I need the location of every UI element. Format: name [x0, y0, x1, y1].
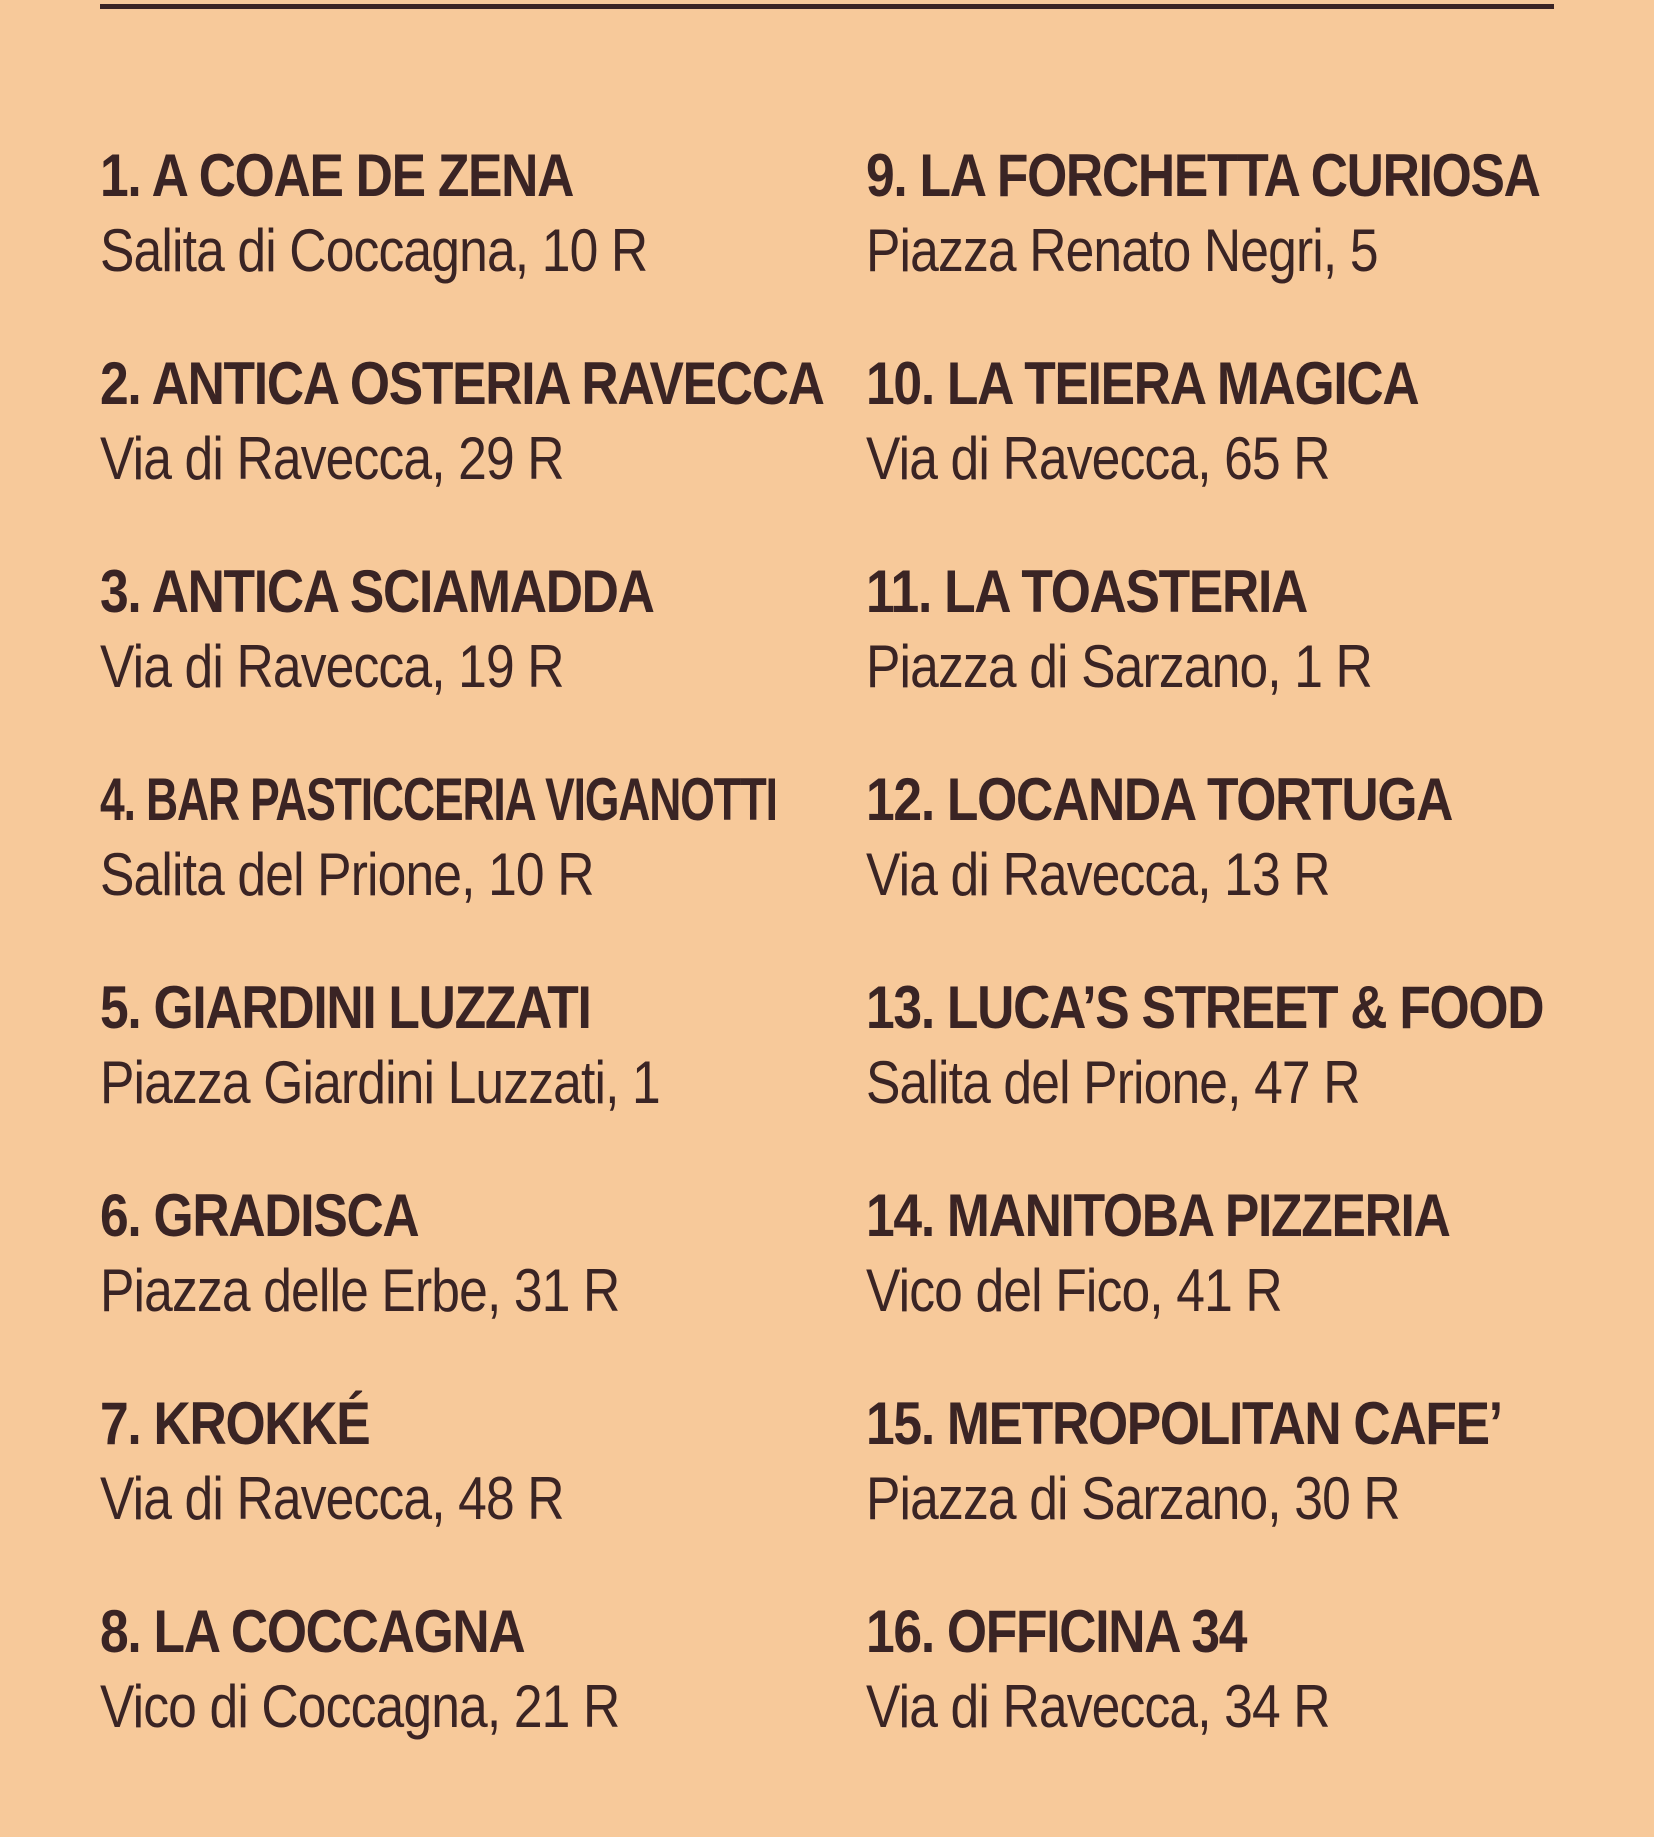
venue-name: 10. LA TEIERA MAGICA	[866, 350, 1419, 417]
venue-entry	[100, 1596, 840, 1804]
venue-entry	[100, 1388, 840, 1596]
venue-entry	[866, 556, 1606, 764]
venue-address: Via di Ravecca, 29 R	[100, 425, 564, 492]
venue-address: Via di Ravecca, 34 R	[866, 1673, 1330, 1740]
venue-entry	[866, 1596, 1606, 1804]
venue-name: 15. METROPOLITAN CAFE’	[866, 1390, 1502, 1457]
venue-name: 9. LA FORCHETTA CURIOSA	[866, 142, 1540, 209]
venue-address: Vico di Coccagna, 21 R	[100, 1673, 620, 1740]
venue-entry	[100, 1180, 840, 1388]
venue-entry	[866, 348, 1606, 556]
venue-name: 12. LOCANDA TORTUGA	[866, 766, 1453, 833]
venue-address: Salita di Coccagna, 10 R	[100, 217, 648, 284]
venue-entry	[100, 556, 840, 764]
venue-address: Vico del Fico, 41 R	[866, 1257, 1282, 1324]
venue-name: 8. LA COCCAGNA	[100, 1598, 525, 1665]
venue-name: 4. BAR PASTICCERIA VIGANOTTI	[100, 766, 777, 833]
top-divider-rule	[100, 4, 1554, 9]
venue-address: Via di Ravecca, 13 R	[866, 841, 1330, 908]
venue-name: 6. GRADISCA	[100, 1182, 419, 1249]
venue-name: 3. ANTICA SCIAMADDA	[100, 558, 654, 625]
venue-list-right-column	[866, 140, 1606, 1804]
venue-name: 14. MANITOBA PIZZERIA	[866, 1182, 1450, 1249]
venue-entry	[100, 764, 840, 972]
venue-entry	[100, 972, 840, 1180]
venue-address: Via di Ravecca, 19 R	[100, 633, 564, 700]
venue-address: Piazza di Sarzano, 1 R	[866, 633, 1372, 700]
venue-address: Piazza Giardini Luzzati, 1	[100, 1049, 660, 1116]
venue-address: Piazza di Sarzano, 30 R	[866, 1465, 1400, 1532]
venue-entry	[100, 348, 840, 556]
venue-address: Via di Ravecca, 48 R	[100, 1465, 564, 1532]
venue-entry	[866, 1388, 1606, 1596]
venue-entry	[866, 140, 1606, 348]
venue-name: 16. OFFICINA 34	[866, 1598, 1247, 1665]
venue-name: 5. GIARDINI LUZZATI	[100, 974, 591, 1041]
venue-list-left-column	[100, 140, 840, 1804]
venue-entry	[100, 140, 840, 348]
venue-entry	[866, 1180, 1606, 1388]
venue-entry	[866, 764, 1606, 972]
venue-address: Via di Ravecca, 65 R	[866, 425, 1330, 492]
venue-address: Salita del Prione, 10 R	[100, 841, 594, 908]
venue-address: Piazza Renato Negri, 5	[866, 217, 1378, 284]
venue-name: 7. KROKKÉ	[100, 1390, 370, 1457]
venue-entry	[866, 972, 1606, 1180]
venue-name: 11. LA TOASTERIA	[866, 558, 1308, 625]
venue-name: 13. LUCA’S STREET & FOOD	[866, 974, 1544, 1041]
venue-name: 1. A COAE DE ZENA	[100, 142, 574, 209]
venue-address: Salita del Prione, 47 R	[866, 1049, 1360, 1116]
venue-name: 2. ANTICA OSTERIA RAVECCA	[100, 350, 824, 417]
venue-address: Piazza delle Erbe, 31 R	[100, 1257, 620, 1324]
